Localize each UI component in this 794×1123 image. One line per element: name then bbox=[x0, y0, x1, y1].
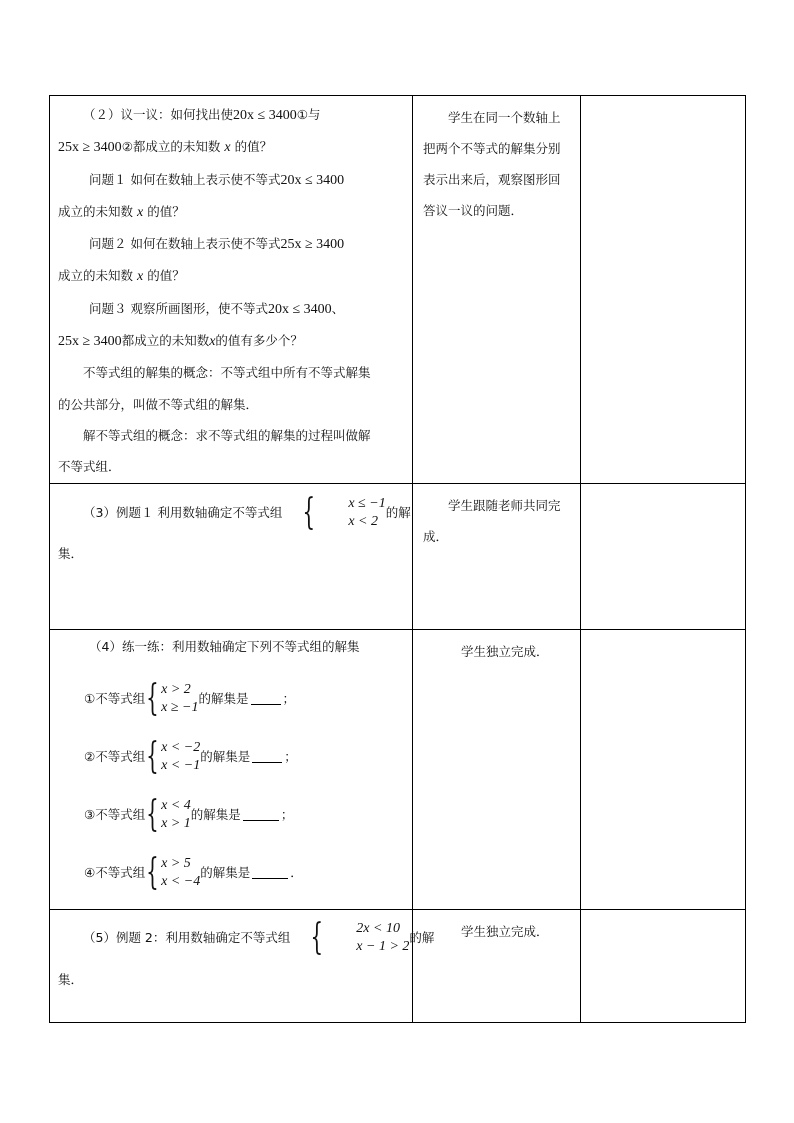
answer-blank[interactable] bbox=[243, 808, 279, 821]
question-3-cont: 25x ≥ 3400都成立的未知数x的值有多少个？ bbox=[58, 333, 303, 350]
remarks-cell bbox=[581, 629, 746, 909]
inequality-system: { x > 2 x ≥ −1 bbox=[146, 677, 199, 719]
question-1-cont: 成立的未知数 x 的值？ bbox=[58, 203, 185, 220]
exercise-1: ①不等式组 { x > 2 x ≥ −1 的解集是 ； bbox=[84, 677, 296, 719]
answer-blank[interactable] bbox=[252, 750, 282, 763]
lesson-plan-table bbox=[49, 95, 746, 1023]
table-row bbox=[50, 483, 746, 629]
exercise-3: ③不等式组 { x < 4 x > 1 的解集是 ； bbox=[84, 793, 294, 835]
inequality-system: { x ≤ −1 x < 2 bbox=[302, 492, 386, 534]
student-note: 学生在同一个数轴上把两个不等式的解集分别表示出来后，观察图形回答议一议的问题． bbox=[423, 110, 561, 218]
teacher-activity-cell bbox=[50, 96, 413, 484]
example-2: （5）例题 2：利用数轴确定不等式组 { 2x < 10 x − 1 > 2 的解 bbox=[83, 917, 435, 959]
question-2: 问题２ 如何在数轴上表示使不等式25x ≥ 3400 bbox=[89, 236, 345, 253]
remarks-cell bbox=[581, 483, 746, 629]
student-note: 学生跟随老师共同完成． bbox=[423, 497, 561, 544]
concept-system-solution-cont: 的公共部分，叫做不等式组的解集． bbox=[58, 396, 259, 412]
teacher-activity-cell bbox=[50, 483, 413, 629]
question-1: 问题１ 如何在数轴上表示使不等式20x ≤ 3400 bbox=[89, 171, 345, 188]
remarks-cell bbox=[581, 96, 746, 484]
answer-blank[interactable] bbox=[251, 692, 281, 705]
concept-solve-system-cont: 不等式组． bbox=[58, 459, 121, 475]
concept-system-solution: 不等式组的解集的概念：不等式组中所有不等式解集 bbox=[83, 365, 371, 381]
example-1-cont: 集． bbox=[58, 545, 84, 561]
table-row bbox=[50, 629, 746, 909]
teacher-activity-cell bbox=[50, 629, 413, 909]
inequality-system: { x < −2 x < −1 bbox=[146, 735, 201, 777]
discussion-line-1: （２）议一议：如何找出使20x ≤ 3400①与 bbox=[83, 107, 321, 123]
teacher-activity-cell bbox=[50, 909, 435, 1022]
example-2-cont: 集． bbox=[58, 971, 84, 987]
student-note: 学生独立完成． bbox=[461, 643, 549, 659]
inequality-system: { x > 5 x < −4 bbox=[146, 851, 201, 893]
inequality-system: { x < 4 x > 1 bbox=[146, 793, 191, 835]
student-activity-cell bbox=[413, 96, 581, 484]
question-3: 问题３ 观察所画图形，使不等式20x ≤ 3400、 bbox=[89, 300, 345, 317]
example-1: （3）例题１ 利用数轴确定不等式组 { x ≤ −1 x < 2 的解 bbox=[83, 492, 411, 534]
exercise-2: ②不等式组 { x < −2 x < −1 的解集是 ； bbox=[84, 735, 297, 777]
question-2-cont: 成立的未知数 x 的值？ bbox=[58, 268, 185, 285]
answer-blank[interactable] bbox=[252, 866, 288, 879]
table-row bbox=[50, 909, 746, 1022]
exercise-4: ④不等式组 { x > 5 x < −4 的解集是 ． bbox=[84, 851, 303, 893]
discussion-line-2: 25x ≥ 3400②都成立的未知数 x 的值？ bbox=[58, 139, 273, 156]
practice-title: （4）练一练：利用数轴确定下列不等式组的解集 bbox=[89, 638, 360, 654]
remarks-cell bbox=[581, 909, 746, 1022]
concept-solve-system: 解不等式组的概念：求不等式组的解集的过程叫做解 bbox=[83, 427, 371, 443]
student-activity-cell bbox=[413, 483, 581, 629]
student-activity-cell bbox=[413, 909, 581, 1022]
student-note: 学生独立完成． bbox=[461, 923, 549, 939]
table-row bbox=[50, 96, 746, 484]
student-activity-cell bbox=[413, 629, 581, 909]
inequality-system: { 2x < 10 x − 1 > 2 bbox=[310, 917, 410, 959]
